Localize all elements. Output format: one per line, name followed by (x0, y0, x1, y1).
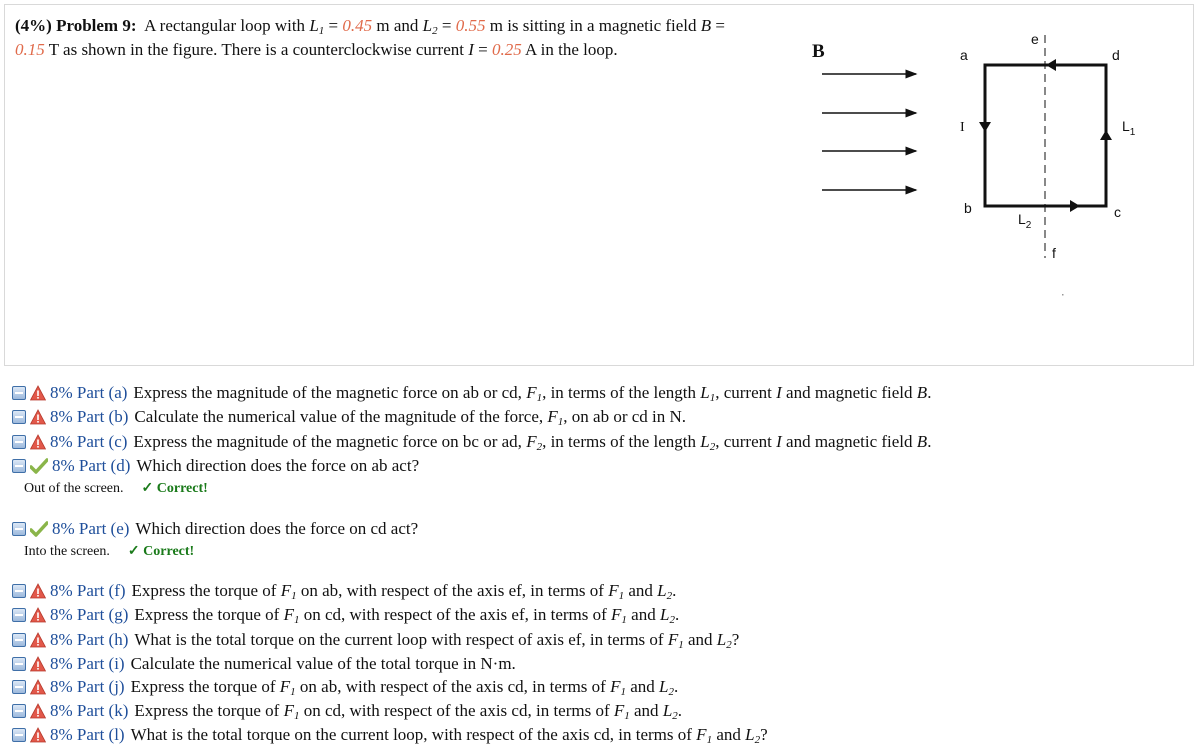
part-row[interactable] (12, 382, 931, 404)
current-arrow-right (1100, 130, 1112, 140)
part-label[interactable]: 8% Part (a) (50, 383, 128, 402)
warning-icon (30, 703, 46, 719)
warning-icon (30, 385, 46, 401)
part-question: What is the total torque on the current loop with respect of axis ef, in terms of $F_1$ and $L_2$? (134, 630, 740, 651)
label-current: I (960, 120, 965, 135)
l1-symbol: L (309, 16, 319, 35)
eq: = (715, 16, 726, 35)
part-question: Express the torque of $F_1$ on ab, with respect of the axis cd, in terms of $F_1$ and $L_2$. (130, 677, 679, 698)
part-question: What is the total torque on the current loop, with respect of the axis cd, in terms of $F_1$ and $L_2$? (130, 725, 768, 746)
collapse-toggle-icon[interactable] (12, 410, 26, 424)
warning-icon (30, 727, 46, 743)
collapse-toggle-icon[interactable] (12, 459, 26, 473)
correct-feedback: ✓ Correct! (127, 544, 195, 559)
i-symbol: I (468, 40, 474, 59)
part-question: Express the torque of $F_1$ on cd, with respect of the axis cd, in terms of $F_1$ and $L_2$. (134, 701, 683, 722)
part-row[interactable] (12, 629, 739, 651)
answer-text: Out of the screen. (24, 481, 124, 496)
current-arrow-bottom (1070, 200, 1080, 212)
label-d: d (1112, 47, 1120, 63)
l1-value: 0.45 (342, 16, 373, 35)
collapse-toggle-icon[interactable] (12, 728, 26, 742)
part-label[interactable]: 8% Part (j) (50, 677, 125, 696)
warning-icon (30, 583, 46, 599)
warning-icon (30, 434, 46, 450)
current-arrow-top (1046, 59, 1056, 71)
part-row[interactable] (12, 431, 931, 453)
part-label[interactable]: 8% Part (h) (50, 630, 129, 649)
part-answer (24, 543, 194, 561)
collapse-toggle-icon[interactable] (12, 435, 26, 449)
warning-icon (30, 607, 46, 623)
label-l2 (1018, 211, 1032, 231)
collapse-toggle-icon[interactable] (12, 680, 26, 694)
eq: = (478, 40, 488, 59)
l2-letter: L (1018, 211, 1026, 227)
part-row[interactable] (12, 676, 678, 698)
stmt-text: m and (376, 16, 419, 35)
loop-figure (0, 0, 1198, 366)
part-label[interactable]: 8% Part (l) (50, 725, 125, 744)
warning-icon (30, 632, 46, 648)
part-question: Express the magnitude of the magnetic force on bc or ad, $F_2$, in terms of the length $L_2$, current I and magnetic field B. (133, 432, 932, 453)
part-label[interactable]: 8% Part (c) (50, 432, 128, 451)
label-l1 (1122, 118, 1136, 138)
collapse-toggle-icon[interactable] (12, 584, 26, 598)
part-row[interactable] (12, 604, 679, 626)
b-field-arrows (822, 74, 916, 190)
part-label[interactable]: 8% Part (k) (50, 701, 129, 720)
collapse-toggle-icon[interactable] (12, 386, 26, 400)
part-label[interactable]: 8% Part (e) (52, 519, 130, 538)
part-row[interactable] (12, 653, 516, 675)
b-value: 0.15 (15, 40, 45, 59)
collapse-toggle-icon[interactable] (12, 704, 26, 718)
part-question: Express the torque of $F_1$ on ab, with respect of the axis ef, in terms of $F_1$ and $L_2$. (131, 581, 677, 602)
part-question: Calculate the numerical value of the total torque in N·m. (130, 654, 516, 673)
stmt-text: A rectangular loop with (144, 16, 306, 35)
label-e: e (1031, 31, 1039, 47)
part-question: Express the torque of $F_1$ on cd, with respect of the axis ef, in terms of $F_1$ and $L_2$. (134, 605, 680, 626)
label-c: c (1114, 204, 1121, 220)
part-row[interactable] (12, 406, 686, 428)
check-icon (30, 521, 48, 537)
part-question: Which direction does the force on ab act? (136, 456, 420, 475)
answer-text: Into the screen. (24, 544, 110, 559)
l1-sub: 1 (318, 25, 325, 37)
warning-icon (30, 409, 46, 425)
l1-sub: 1 (1129, 127, 1136, 138)
part-row[interactable] (12, 455, 419, 477)
part-answer (24, 480, 208, 498)
l1-letter: L (1122, 118, 1130, 134)
correct-feedback: ✓ Correct! (141, 481, 208, 496)
current-arrow-left (979, 122, 991, 132)
part-label[interactable]: 8% Part (d) (52, 456, 131, 475)
part-question: Calculate the numerical value of the magnitude of the force, $F_1$, on ab or cd in N. (134, 407, 687, 428)
problem-heading: (4%) Problem 9: (15, 16, 137, 35)
part-row[interactable] (12, 724, 768, 746)
b-symbol: B (700, 16, 712, 35)
l2-symbol: L (422, 16, 433, 35)
i-value: 0.25 (491, 40, 522, 59)
stmt-text: m is sitting in a magnetic field (489, 16, 697, 35)
b-field-label: B⃗ (812, 41, 840, 62)
part-label[interactable]: 8% Part (f) (50, 581, 126, 600)
part-row[interactable] (12, 700, 682, 722)
label-f: f (1052, 245, 1056, 261)
label-a: a (960, 47, 968, 63)
l2-value: 0.55 (455, 16, 486, 35)
check-icon (30, 458, 48, 474)
stmt-text: T as shown in the figure. There is a counterclockwise current (48, 40, 464, 59)
warning-icon (30, 679, 46, 695)
l2-sub: 2 (432, 25, 438, 37)
eq: = (328, 16, 339, 35)
l2-sub: 2 (1025, 220, 1032, 231)
stray-dot (1062, 294, 1064, 296)
collapse-toggle-icon[interactable] (12, 633, 26, 647)
part-question: Express the magnitude of the magnetic force on ab or cd, $F_1$, in terms of the length $L_1$, current I and magnetic field B. (133, 383, 932, 404)
part-question: Which direction does the force on cd act? (135, 519, 419, 538)
collapse-toggle-icon[interactable] (12, 608, 26, 622)
eq: = (441, 16, 452, 35)
collapse-toggle-icon[interactable] (12, 522, 26, 536)
part-row[interactable] (12, 518, 418, 540)
collapse-toggle-icon[interactable] (12, 657, 26, 671)
part-label[interactable]: 8% Part (b) (50, 407, 129, 426)
label-b: b (964, 200, 972, 216)
part-label[interactable]: 8% Part (g) (50, 605, 129, 624)
part-row[interactable] (12, 580, 676, 602)
part-label[interactable]: 8% Part (i) (50, 654, 125, 673)
stmt-text: A in the loop. (525, 40, 618, 59)
warning-icon (30, 656, 46, 672)
